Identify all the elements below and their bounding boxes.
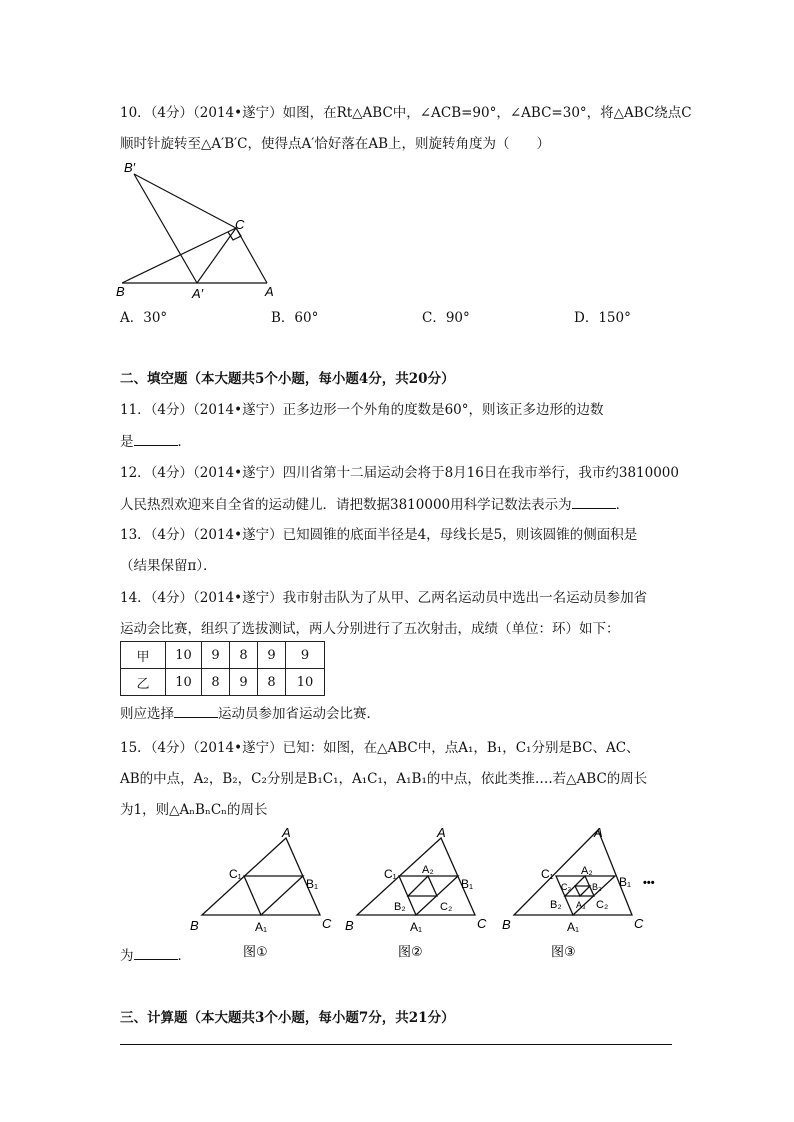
- q11-answer-blank[interactable]: [134, 432, 178, 446]
- q12-line1: 12．（4分）（2014•遂宁）四川省第十二届运动会将于8月16日在我市举行，我市约3810000: [120, 465, 679, 481]
- athlete-name: 甲: [121, 642, 166, 669]
- label-b: B: [190, 918, 199, 933]
- q11-line1: 11．（4分）（2014•遂宁）正多边形一个外角的度数是60°，则该正多边形的边数: [120, 402, 604, 418]
- label-c: C: [634, 916, 644, 931]
- side-BC: [122, 228, 236, 283]
- q15-line3: 为1，则△AₙBₙCₙ的周长: [120, 802, 268, 818]
- label-c: C: [477, 916, 487, 931]
- q10-line1: 10．（4分）（2014•遂宁）如图，在Rt△ABC中，∠ACB=90°，∠ABC=30°，将△ABC绕点C: [120, 105, 692, 121]
- score-cell: 10: [166, 669, 202, 696]
- q14-after: [120, 704, 380, 723]
- q12-answer-blank[interactable]: [572, 495, 616, 509]
- q15-answer-line: [120, 946, 191, 965]
- q10-option-c[interactable]: C．90°: [422, 310, 470, 326]
- q14-line2: 运动会比赛，组织了选拔测试，两人分别进行了五次射击，成绩（单位：环）如下：: [120, 621, 620, 637]
- score-cell: 9: [230, 669, 258, 696]
- table-row: [121, 669, 325, 696]
- q15-answer-blank[interactable]: [134, 946, 178, 960]
- figure-1-caption: 图①: [243, 944, 268, 959]
- q11-line2: [120, 432, 191, 451]
- q15-figure-2: [340, 828, 500, 964]
- table-row: [121, 642, 325, 669]
- score-cell: 10: [286, 669, 325, 696]
- label-b2: B₂: [394, 901, 406, 913]
- q10-line2: 顺时针旋转至△A′B′C，使得点A′恰好落在AB上，则旋转角度为（ ）: [120, 136, 550, 152]
- score-cell: 10: [166, 642, 202, 669]
- score-cell: 8: [202, 669, 230, 696]
- score-cell: 9: [258, 642, 286, 669]
- q11-suffix: ．: [177, 434, 191, 450]
- label-c1: C₁: [384, 867, 397, 881]
- q10-figure: [110, 158, 290, 303]
- q14-suffix: 运动员参加省运动会比赛．: [218, 706, 380, 722]
- triangle-abc: [514, 830, 632, 915]
- label-a1: A₁: [410, 920, 423, 934]
- label-c: C: [235, 217, 245, 232]
- figure-2-caption: 图②: [398, 944, 423, 959]
- bottom-divider: [120, 1044, 672, 1045]
- athlete-name: 乙: [121, 669, 166, 696]
- label-b-prime: B′: [124, 160, 136, 175]
- q15-figure-1: [185, 828, 345, 964]
- section2-title: 二、填空题（本大题共5个小题，每小题4分，共20分）: [120, 371, 455, 387]
- q10-option-b[interactable]: B．60°: [271, 310, 319, 326]
- score-cell: 8: [258, 669, 286, 696]
- label-a2: A₂: [581, 865, 593, 877]
- q12-suffix: ．: [615, 497, 630, 513]
- label-b1: B₁: [461, 877, 474, 891]
- q13-line1: 13．（4分）（2014•遂宁）已知圆锥的底面半径是4，母线长是5，则该圆锥的侧面积是: [120, 527, 638, 543]
- q10-option-a[interactable]: A．30°: [120, 310, 168, 326]
- q15-line1: 15．（4分）（2014•遂宁）已知：如图，在△ABC中，点A₁，B₁，C₁分别是BC、AC、: [120, 740, 640, 756]
- score-cell: 9: [202, 642, 230, 669]
- triangle-a1b1c1: [244, 876, 303, 915]
- triangle-a3b3c3: [575, 886, 590, 896]
- label-a3: A₃: [576, 900, 586, 910]
- q11-prefix: 是: [120, 434, 134, 450]
- q15-figure-3: [497, 820, 673, 964]
- label-b1: B₁: [306, 877, 319, 891]
- q14-prefix: 则应选择: [120, 706, 174, 722]
- label-c2: C₂: [440, 901, 453, 913]
- label-b1: B₁: [619, 875, 632, 889]
- q15-suffix: ．: [177, 948, 191, 964]
- continuation-dots: •••: [643, 877, 655, 889]
- label-b: B: [345, 918, 354, 933]
- score-table: [120, 641, 325, 696]
- label-a: A: [282, 828, 291, 840]
- label-a: A: [437, 828, 446, 840]
- q15-prefix: 为: [120, 948, 134, 964]
- label-a-prime: A′: [192, 286, 204, 301]
- q10-option-d[interactable]: D．150°: [574, 310, 631, 326]
- label-a2: A₂: [422, 864, 434, 876]
- label-c: C: [322, 916, 332, 931]
- label-b2: B₂: [550, 899, 562, 911]
- q14-answer-blank[interactable]: [174, 704, 218, 718]
- q14-line1: 14．（4分）（2014•遂宁）我市射击队为了从甲、乙两名运动员中选出一名运动员参加省: [120, 590, 648, 606]
- figure-3-caption: 图③: [551, 944, 576, 959]
- score-cell: 8: [230, 642, 258, 669]
- q13-line2: （结果保留π）．: [120, 558, 217, 574]
- label-a: A: [594, 825, 603, 840]
- label-c1: C₁: [229, 867, 242, 881]
- label-a: A: [265, 284, 274, 299]
- section3-title: 三、计算题（本大题共3个小题，每小题7分，共21分）: [120, 1010, 455, 1026]
- label-b: B: [116, 284, 125, 299]
- label-b3: B₃: [592, 882, 602, 892]
- label-b: B: [502, 917, 511, 932]
- label-c1: C₁: [541, 867, 554, 881]
- triangle-a2b2c2: [408, 876, 437, 896]
- label-a1: A₁: [255, 920, 268, 934]
- label-a1: A₁: [567, 920, 580, 934]
- q15-line2: AB的中点，A₂，B₂，C₂分别是B₁C₁，A₁C₁，A₁B₁的中点，依此类推….若△ABC的周长: [120, 771, 648, 787]
- label-c3: C₃: [561, 882, 572, 892]
- q12-prefix: 人民热烈欢迎来自全省的运动健儿．请把数据3810000用科学记数法表示为: [120, 497, 572, 513]
- label-c2: C₂: [596, 899, 609, 911]
- q12-line2: [120, 495, 629, 514]
- score-cell: 9: [286, 642, 325, 669]
